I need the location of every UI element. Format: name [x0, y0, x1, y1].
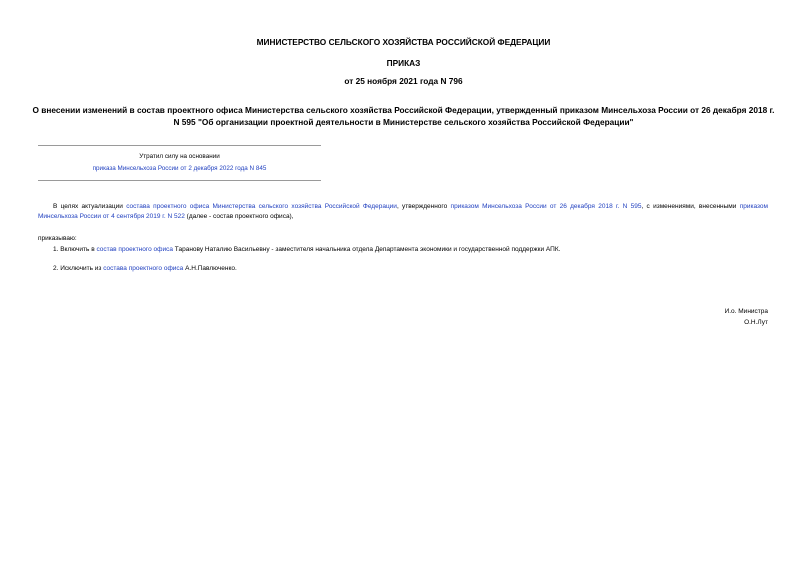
repeal-order-link[interactable]: приказа Минсельхоза России от 2 декабря 2022 года N 845 — [92, 165, 267, 172]
intro-text-1: В целях актуализации — [53, 203, 127, 210]
signer-title: И.о. Министра — [724, 308, 768, 315]
order-word: приказываю: — [38, 235, 77, 242]
order-595-link[interactable]: приказом Минсельхоза России от 26 декабря 2018 г. N 595 — [450, 203, 642, 210]
document-date: от 25 ноября 2021 года N 796 — [344, 76, 463, 86]
intro-text-4: (далее - состав проектного офиса), — [184, 213, 294, 220]
signer-name: О.Н.Лут — [744, 319, 768, 326]
item2-text-2: А.Н.Павлюченко. — [183, 265, 237, 272]
intro-text-2: , утвержденного — [396, 203, 451, 210]
item1-project-office-link[interactable]: состав проектного офиса — [96, 246, 173, 253]
order-522-link[interactable]: приказом Минсельхоза России от 4 сентября 2019 г. N 522 — [38, 203, 768, 220]
item1-text-2: Таранову Наталию Васильевну - заместителя начальника отдела Департамента экономики и государственной поддержки АПК. — [173, 246, 561, 253]
intro-paragraph — [38, 202, 768, 222]
document-title: О внесении изменений в состав проектного офиса Министерства сельского хозяйства Российской Федерации, утвержденный приказом Минсельхоза России от 26 декабря 2018 г. N 595 "Об организации проектной деятельности в Министерстве сельского хозяйства Российской Федерации" — [32, 105, 775, 127]
status-link-wrapper — [38, 164, 321, 174]
order-item-1 — [53, 245, 560, 255]
status-divider-top — [38, 145, 321, 146]
item2-text-1: 2. Исключить из — [53, 265, 104, 272]
status-divider-bottom — [38, 180, 321, 181]
document-type: ПРИКАЗ — [386, 58, 421, 68]
item1-text-1: 1. Включить в — [53, 246, 97, 253]
item2-project-office-link[interactable]: состава проектного офиса — [103, 265, 184, 272]
status-note: Утратил силу на основании — [139, 153, 220, 160]
intro-text-3: , с изменениями, внесенными — [641, 203, 740, 210]
ministry-heading: МИНИСТЕРСТВО СЕЛЬСКОГО ХОЗЯЙСТВА РОССИЙСКОЙ ФЕДЕРАЦИИ — [256, 37, 551, 47]
project-office-composition-link[interactable]: состава проектного офиса Министерства сельского хозяйства Российской Федерации — [126, 203, 397, 210]
order-item-2 — [53, 264, 237, 274]
